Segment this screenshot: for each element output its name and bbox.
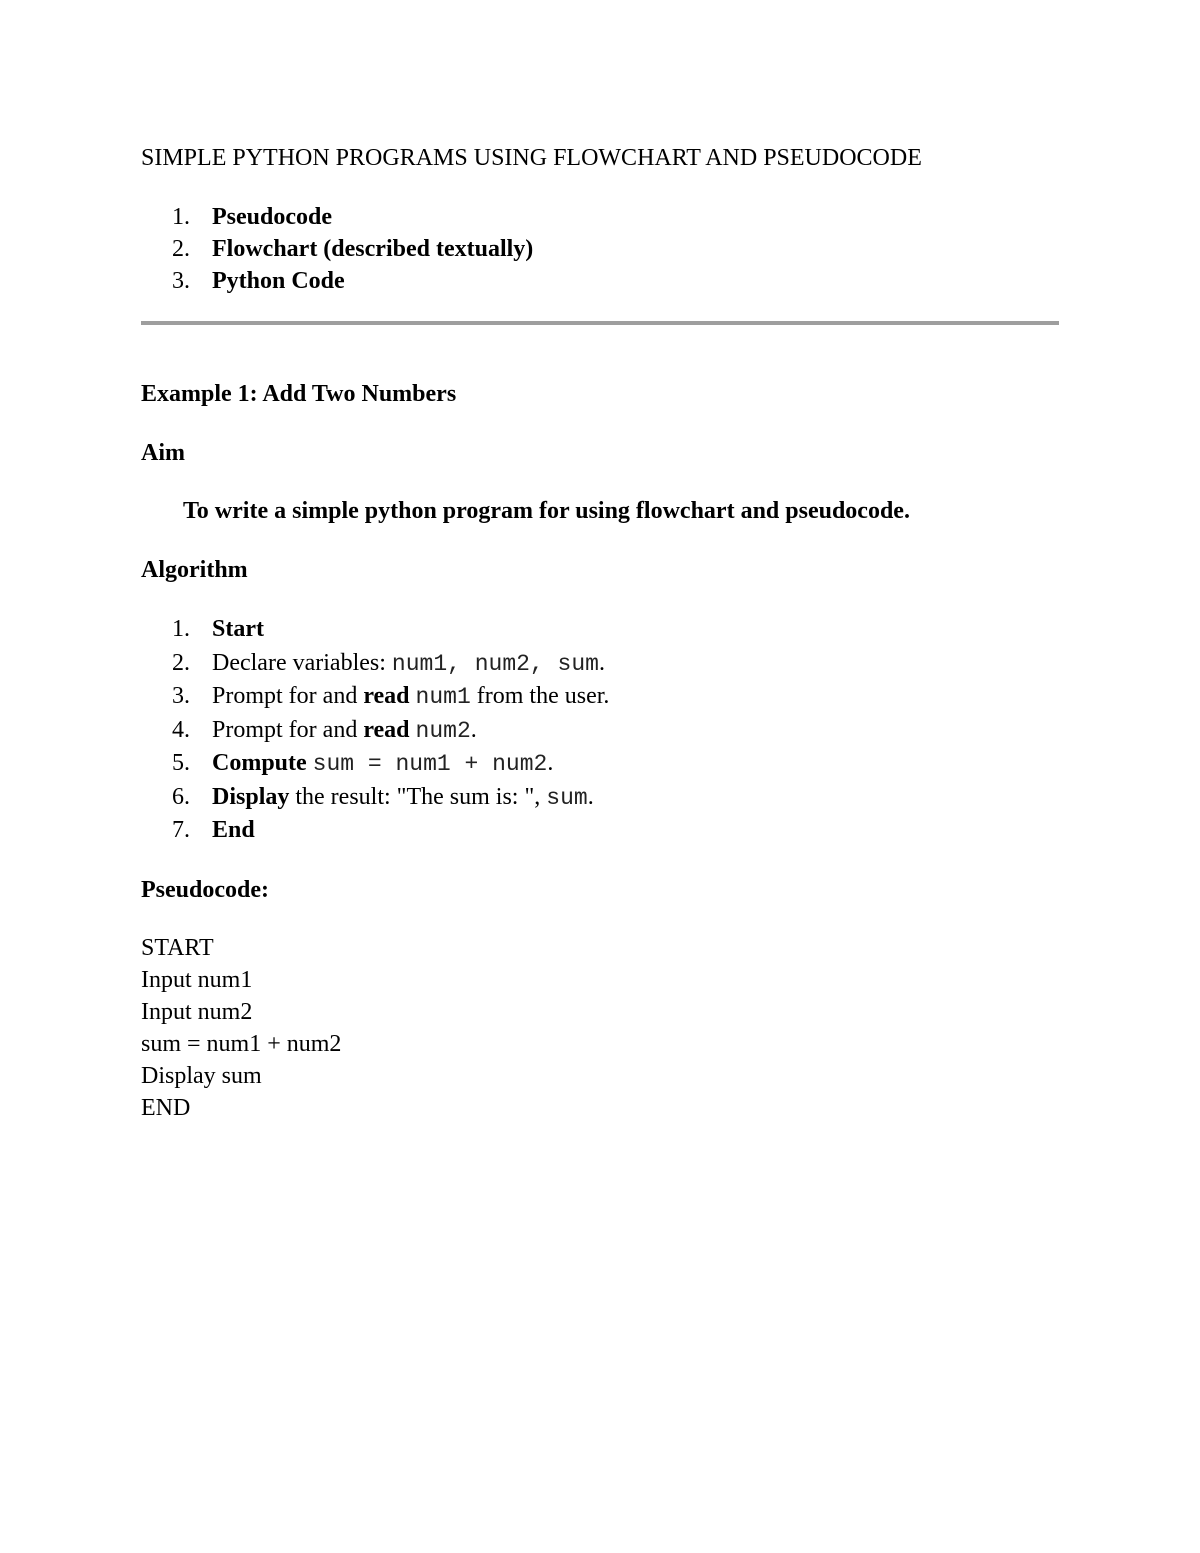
aim-text: To write a simple python program for using flowchart and pseudocode. <box>183 498 910 524</box>
step-number: 4. <box>172 716 190 743</box>
list-item-label: Python Code <box>212 268 345 294</box>
algorithm-step <box>172 613 609 647</box>
step-text-end: . <box>587 783 594 810</box>
list-number: 1. <box>172 204 190 230</box>
contents-list <box>172 201 533 297</box>
step-number: 1. <box>172 616 190 642</box>
step-text-end: . <box>598 649 605 676</box>
algorithm-steps <box>172 613 609 848</box>
step-number: 5. <box>172 750 190 776</box>
step-number: 3. <box>172 683 190 709</box>
pseudocode-line: START <box>141 935 214 961</box>
algorithm-step <box>172 814 609 848</box>
algorithm-step <box>172 714 609 748</box>
step-keyword: Start <box>212 616 264 642</box>
list-item-label: Flowchart (described textually) <box>212 236 534 262</box>
step-number: 6. <box>172 783 190 810</box>
step-text: Declare variables: <box>212 649 392 676</box>
pseudocode-line: sum = num1 + num2 <box>141 1031 342 1057</box>
list-item <box>172 201 533 233</box>
list-item <box>172 265 533 297</box>
algorithm-step <box>172 647 609 681</box>
algorithm-step <box>172 747 609 781</box>
step-keyword: Compute <box>212 750 307 776</box>
step-code: num1, num2, sum <box>391 650 599 677</box>
algorithm-step <box>172 680 609 714</box>
step-code: num2 <box>415 717 471 744</box>
step-text-end: from the user. <box>470 683 610 709</box>
list-number: 2. <box>172 236 190 262</box>
step-code: sum = num1 + num2 <box>312 751 548 777</box>
step-text-end: . <box>470 716 477 743</box>
list-number: 3. <box>172 268 190 294</box>
step-keyword: Display <box>212 783 290 810</box>
pseudocode-line: Input num1 <box>141 967 253 993</box>
document-title: SIMPLE PYTHON PROGRAMS USING FLOWCHART AND PSEUDOCODE <box>141 145 922 171</box>
pseudocode-heading: Pseudocode: <box>141 877 269 903</box>
algorithm-heading: Algorithm <box>141 557 248 583</box>
step-text: the result: "The sum is: ", <box>289 783 547 810</box>
pseudocode-line: END <box>141 1095 191 1121</box>
list-item-label: Pseudocode <box>212 204 332 230</box>
example-heading: Example 1: Add Two Numbers <box>141 381 457 407</box>
step-keyword: read <box>363 716 410 743</box>
step-code: num1 <box>415 684 471 710</box>
step-number: 7. <box>172 817 190 843</box>
horizontal-rule <box>141 321 1059 325</box>
algorithm-step <box>172 781 609 815</box>
step-text: Prompt for and <box>212 683 364 709</box>
step-number: 2. <box>172 649 190 676</box>
step-text-end: . <box>547 750 554 776</box>
step-keyword: End <box>212 817 255 843</box>
list-item <box>172 233 533 265</box>
pseudocode-block <box>141 932 341 1124</box>
step-code: sum <box>546 784 588 811</box>
step-keyword: read <box>363 683 410 709</box>
pseudocode-line: Display sum <box>141 1063 262 1089</box>
aim-heading: Aim <box>141 440 185 466</box>
pseudocode-line: Input num2 <box>141 999 253 1025</box>
step-text: Prompt for and <box>212 716 364 743</box>
